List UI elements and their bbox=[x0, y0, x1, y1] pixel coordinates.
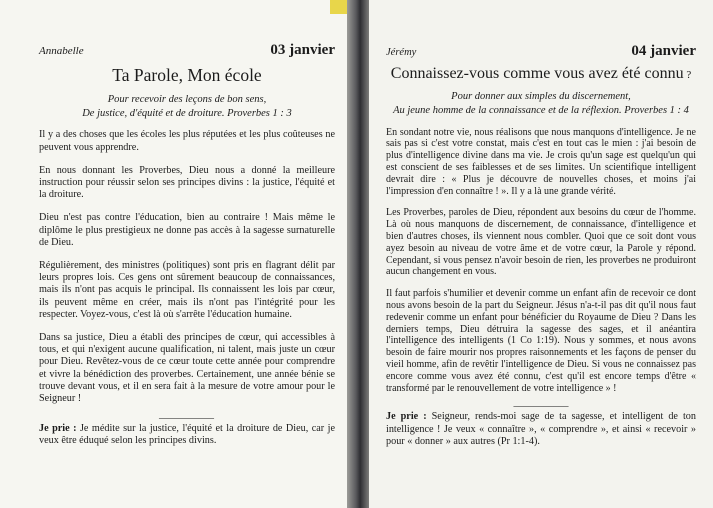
title-text: Connaissez-vous comme vous avez été connu bbox=[390, 65, 684, 82]
page-date: 04 janvier bbox=[631, 43, 696, 59]
verse-line: Pour donner aux simples du discernement, bbox=[451, 91, 631, 103]
prayer-label: Je prie : bbox=[39, 423, 77, 435]
right-page bbox=[369, 0, 713, 508]
prayer-label: Je prie : bbox=[386, 411, 427, 423]
paragraph: Il faut parfois s'humilier et devenir comme un enfant afin de recevoir ce dont nous avons besoin de la part du Seigneur. Jésus n'a-t-il pas dit qu'il nous faut redevenir comme un enfant pour bénéficier du Royaume de Dieu ? Dans les derniers temps, Dieu détruira la sagesse des sages, et il anéantira l'intelligence des intelligents (1 Co 1:19). Nous y sommes, et nous avons besoin de faire mourir nos propres raisonnements et les façons de penser du vieil homme, afin de revêtir l'intelligence de Dieu. Si vous ne connaissez pas encore comme vous avez été connu, c'est qu'il est encore temps d'être « transformé par le renouvellement de votre intelligence » ! bbox=[386, 288, 696, 394]
devotion-title: Ta Parole, Mon école bbox=[112, 65, 262, 85]
paragraph: Régulièrement, des ministres (politiques) sont pris en flagrant délit par leurs propres lois. Ces gens ont sûrement beaucoup de connaissances, mais ils n'ont pas acquis le principal. Ils connaissent les lois par cœur, ils peuvent même en créer, mais ils n'ont pas l'intégrité pour les respecter. Voyez-vous, c'est là où s'arrête l'éducation humaine. bbox=[39, 260, 335, 320]
left-page bbox=[0, 0, 347, 508]
paragraph: En nous donnant les Proverbes, Dieu nous a donné la meilleure instruction pour réussir selon ses principes divins : la justice, l'équité et la droiture. bbox=[39, 164, 335, 201]
author-name: Annabelle bbox=[39, 45, 84, 57]
author-name: Jérémy bbox=[386, 47, 417, 58]
verse-line: De justice, d'équité et de droiture. Proverbes 1 : 3 bbox=[82, 107, 292, 119]
paragraph: En sondant notre vie, nous réalisons que nous manquons d'intelligence. Je ne sais pas si c'est votre constat, mais c'est en tout cas le mien : j'ai besoin de plus d'intelligence divine dans ma vie. Je crois qu'un sage est quelqu'un qui est conscient de ses faiblesses et de ses limites. Un scientifique intelligent devrait dire : « Plus je découvre de nouvelles choses, et moins j'ai l'impression d'en connaître ! ». Il y a là une grande vérité. bbox=[386, 126, 696, 197]
paragraph: Dans sa justice, Dieu a établi des principes de cœur, qui accessibles à tous, et qui n'exigent aucune qualification, ni talent, mais juste un cœur pour Dieu. Revêtez-vous de ce cœur toute cette année pour comprendre et vivre la bénédiction des proverbes. Certainement, une année bénie se trouve devant vous, et il en sera fait à la mesure de votre amour pour le Seigneur ! bbox=[39, 332, 335, 405]
separator: ___________ bbox=[513, 397, 569, 409]
page-header bbox=[39, 37, 335, 57]
verse-line: Pour recevoir des leçons de bon sens, bbox=[107, 94, 267, 106]
paragraph: Les Proverbes, paroles de Dieu, répondent aux besoins du cœur de l'homme. Là où nous manquons de discernement, de connaissance, d'intelligence et bien d'autres choses, ils viennent nous combler. Quoi que ce soit dont vous ayez besoin au niveau de votre âme et de votre cœur, la Parole y répond. Cependant, si vous pensez n'avoir besoin de rien, les proverbes ne produiront aucun changement en vous. bbox=[386, 207, 696, 278]
bible-verse bbox=[386, 90, 696, 117]
page-date: 03 janvier bbox=[270, 42, 335, 58]
prayer-text: Je médite sur la justice, l'équité et la droiture de Dieu, car je veux être éduqué selon les principes divins. bbox=[39, 423, 335, 447]
devotion-title bbox=[386, 65, 696, 83]
book-spine bbox=[347, 0, 369, 508]
paragraph: Il y a des choses que les écoles les plus réputées et les plus coûteuses ne peuvent vous apprendre. bbox=[39, 129, 335, 153]
verse-line: Au jeune homme de la connaissance et de la réflexion. Proverbes 1 : 4 bbox=[393, 105, 689, 117]
title-question-mark: ? bbox=[683, 69, 692, 81]
prayer-text: Seigneur, rends-moi sage de ta sagesse, et intelligent de ton intelligence ! Je veux « connaître », « comprendre », et ainsi « recevoir » pour « donner » aux autres (Pr 1:1-4). bbox=[386, 411, 696, 447]
page-edge-decoration bbox=[330, 0, 347, 14]
paragraph: Dieu n'est pas contre l'éducation, bien au contraire ! Mais même le diplôme le plus prestigieux ne donne pas accès à la sagesse surnaturelle de Dieu. bbox=[39, 212, 335, 248]
prayer bbox=[39, 423, 335, 447]
page-header bbox=[386, 38, 696, 58]
separator: ___________ bbox=[159, 409, 214, 421]
prayer bbox=[386, 411, 696, 448]
bible-verse bbox=[39, 93, 335, 120]
